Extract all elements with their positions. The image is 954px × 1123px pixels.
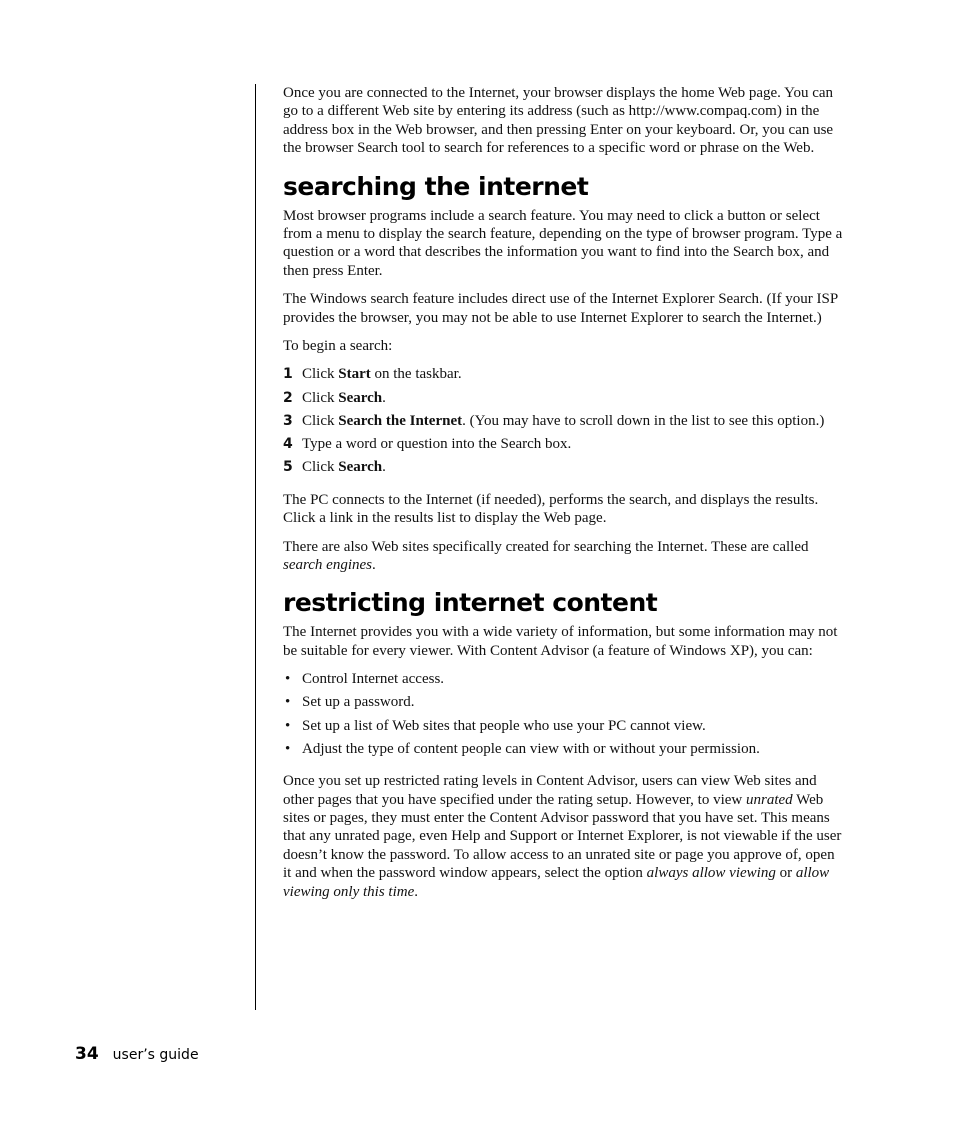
step-text: Click bbox=[302, 412, 339, 429]
intro-paragraph: Once you are connected to the Internet, your browser displays the home Web page. You can go to a different Web site by entering its address (such as http://www.compaq.com) in the address box in the Web browser, and then pressing Enter on your keyboard. Or, you can use the browser Search tool to search for references to a specific word or phrase on the Web. bbox=[283, 85, 834, 157]
search-paragraph-4: The PC connects to the Internet (if needed), performs the search, and displays the results. Click a link in the results list to display the Web page. bbox=[283, 491, 819, 527]
paragraph-text: or bbox=[775, 865, 796, 882]
list-item-text: Set up a list of Web sites that people who use your PC cannot view. bbox=[302, 717, 706, 734]
step-text: . bbox=[382, 459, 386, 476]
page-footer bbox=[75, 1044, 199, 1064]
step-number: 5 bbox=[283, 459, 293, 476]
italic-term: unrated bbox=[746, 791, 793, 808]
step-text: Click bbox=[302, 389, 339, 406]
restrict-paragraph-2 bbox=[283, 772, 845, 901]
step-number: 1 bbox=[283, 366, 293, 383]
step-number: 4 bbox=[283, 436, 293, 453]
italic-term: allow viewing only this time bbox=[283, 865, 830, 900]
margin-rule bbox=[255, 84, 256, 1010]
page-number: 34 bbox=[75, 1044, 99, 1064]
paragraph-text: Web sites or pages, they must enter the Content Advisor password that you have set. This means that any unrated page, even Help and Support or Internet Explorer, is not viewable if the user doesn’t know the password. To allow access to an unrated site or page you approve of, open it and when the password window appears, select the option bbox=[283, 791, 842, 882]
page-content bbox=[283, 84, 845, 911]
search-steps-list bbox=[283, 365, 845, 476]
search-paragraph-1: Most browser programs include a search feature. You may need to click a button or select from a menu to display the search feature, depending on the type of browser program. Type a question or a word that describes the information you want to find into the Search box, and then press Enter. bbox=[283, 207, 843, 279]
heading-restricting-content: restricting internet content bbox=[283, 588, 658, 618]
step-text: on the taskbar. bbox=[370, 366, 462, 383]
step-text: Click bbox=[302, 459, 339, 476]
list-item-text: Control Internet access. bbox=[302, 671, 445, 688]
step-number: 2 bbox=[283, 389, 293, 406]
step-bold: Search the Internet bbox=[338, 412, 463, 429]
paragraph-text: . bbox=[414, 883, 418, 900]
step-bold: Search bbox=[338, 459, 383, 476]
bullet-icon: • bbox=[285, 717, 291, 734]
list-item-text: Adjust the type of content people can view with or without your permission. bbox=[302, 740, 760, 757]
restrict-paragraph-1: The Internet provides you with a wide variety of information, but some information may not be suitable for every viewer. With Content Advisor (a feature of Windows XP), you can: bbox=[283, 624, 838, 659]
step-text: . (You may have to scroll down in the list to see this option.) bbox=[462, 412, 825, 429]
bullet-icon: • bbox=[285, 671, 291, 688]
step-text: Type a word or question into the Search box. bbox=[302, 436, 572, 453]
search-paragraph-2: The Windows search feature includes direct use of the Internet Explorer Search. (If your ISP provides the browser, you may not be able to use Internet Explorer to search the Internet.) bbox=[283, 291, 838, 326]
step-number: 3 bbox=[283, 412, 293, 429]
list-item bbox=[283, 740, 845, 758]
step-item bbox=[283, 435, 845, 453]
step-bold: Search bbox=[338, 389, 383, 406]
footer-label: user’s guide bbox=[112, 1047, 199, 1063]
bullet-icon: • bbox=[285, 740, 291, 757]
step-bold: Start bbox=[338, 366, 371, 383]
search-paragraph-3: To begin a search: bbox=[283, 338, 393, 355]
list-item bbox=[283, 670, 845, 688]
italic-term: always allow viewing bbox=[646, 865, 776, 882]
step-item bbox=[283, 412, 845, 430]
italic-term: search engines bbox=[283, 556, 373, 573]
bullet-icon: • bbox=[285, 694, 291, 711]
step-item bbox=[283, 389, 845, 407]
paragraph-text: There are also Web sites specifically created for searching the Internet. These are called bbox=[283, 538, 809, 555]
step-item bbox=[283, 365, 845, 383]
search-paragraph-5 bbox=[283, 538, 845, 575]
heading-searching-internet: searching the internet bbox=[283, 171, 589, 201]
content-advisor-list bbox=[283, 670, 845, 758]
list-item bbox=[283, 717, 845, 735]
paragraph-text: Once you set up restricted rating levels in Content Advisor, users can view Web sites and other pages that you have specified under the rating setup. However, to view bbox=[283, 773, 817, 808]
list-item-text: Set up a password. bbox=[302, 694, 415, 711]
step-text: . bbox=[382, 389, 386, 406]
step-text: Click bbox=[302, 366, 339, 383]
paragraph-text: . bbox=[372, 556, 376, 573]
step-item bbox=[283, 458, 845, 476]
list-item bbox=[283, 693, 845, 711]
